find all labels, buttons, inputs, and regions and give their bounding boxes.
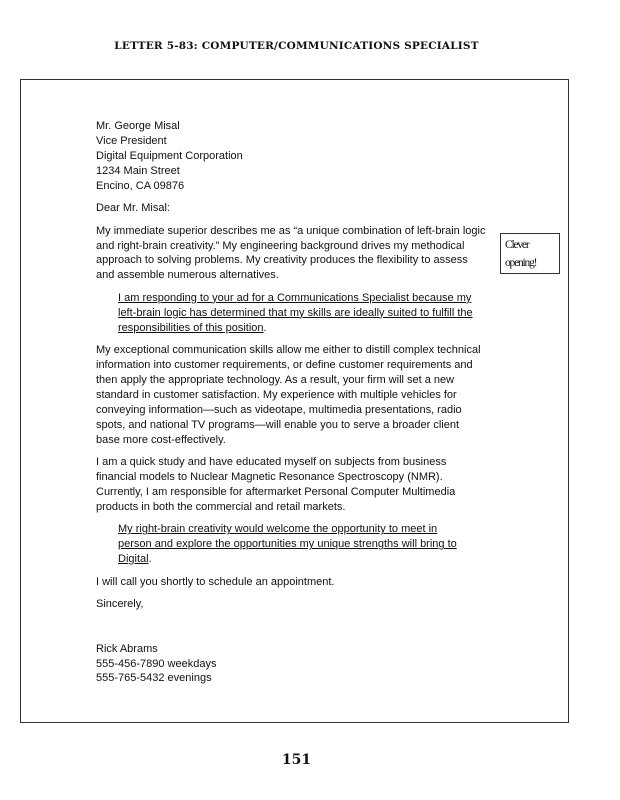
closing-text: Sincerely, xyxy=(96,598,144,611)
signature-block xyxy=(96,642,496,687)
recipient-line: Vice President xyxy=(96,134,167,147)
underlined-line: responsibilities of this position xyxy=(118,321,264,334)
underlined-line: My right-brain creativity would welcome the opportunity to meet in xyxy=(118,523,438,536)
paragraph-line: information into customer requirements, or define customer requirements and xyxy=(96,359,473,372)
recipient-address xyxy=(96,119,496,194)
phone-weekdays: 555-456-7890 weekdays xyxy=(96,657,217,670)
signature-space xyxy=(96,620,496,642)
paragraph-line: Currently, I am responsible for aftermarket Personal Computer Multimedia xyxy=(96,485,456,498)
paragraph-meeting-request xyxy=(96,522,496,567)
margin-note-line: Clever xyxy=(505,239,529,251)
paragraph-line: spots, and national TV programs—will enable you to serve a broader client xyxy=(96,418,459,431)
paragraph-line: I am a quick study and have educated myself on subjects from business xyxy=(96,456,447,469)
page-number: 151 xyxy=(281,752,312,768)
recipient-line: Digital Equipment Corporation xyxy=(96,149,243,162)
margin-note-line: opening! xyxy=(505,257,537,269)
paragraph-ad-response xyxy=(96,291,496,336)
salutation-text: Dear Mr. Misal: xyxy=(96,202,170,215)
paragraph-line: I will call you shortly to schedule an appointment. xyxy=(96,575,335,588)
underlined-line: Digital xyxy=(118,553,149,566)
paragraph-line: standard in customer satisfaction. My experience with multiple vehicles for xyxy=(96,388,457,401)
signer-name: Rick Abrams xyxy=(96,642,158,655)
paragraph-opening xyxy=(96,224,496,284)
period: . xyxy=(148,553,152,566)
margin-note xyxy=(500,233,560,274)
period: . xyxy=(263,321,267,334)
recipient-line: 1234 Main Street xyxy=(96,164,180,177)
recipient-line: Mr. George Misal xyxy=(96,120,180,132)
paragraph-line: financial models to Nuclear Magnetic Resonance Spectroscopy (NMR). xyxy=(96,471,443,483)
paragraph-line: and assemble numerous alternatives. xyxy=(96,269,279,282)
paragraph-line: My exceptional communication skills allow me either to distill complex technical xyxy=(96,344,481,357)
paragraph-follow-up xyxy=(96,575,496,590)
underlined-line: I am responding to your ad for a Communications Specialist because my xyxy=(118,291,472,304)
paragraph-line: conveying information—such as videotape, multimedia presentations, radio xyxy=(96,403,462,416)
closing xyxy=(96,597,496,612)
letter-body xyxy=(96,119,496,694)
paragraph-line: base more cost-effectively. xyxy=(96,433,226,446)
phone-evenings: 555-765-5432 evenings xyxy=(96,672,212,685)
page-header-title: LETTER 5-83: COMPUTER/COMMUNICATIONS SPECIALIST xyxy=(114,40,479,52)
paragraph-communication-skills xyxy=(96,343,496,447)
underlined-line: left-brain logic has determined that my skills are ideally suited to fulfill the xyxy=(118,306,473,319)
paragraph-line: My immediate superior describes me as “a unique combination of left-brain logic xyxy=(96,224,486,237)
recipient-line: Encino, CA 09876 xyxy=(96,179,185,192)
paragraph-quick-study xyxy=(96,455,496,515)
underlined-line: person and explore the opportunities my unique strengths will bring to xyxy=(118,538,457,551)
paragraph-line: then apply the appropriate technology. As a result, your firm will set a new xyxy=(96,373,455,386)
paragraph-line: products in both the commercial and retail markets. xyxy=(96,500,346,513)
salutation xyxy=(96,201,496,216)
paragraph-line: approach to solving problems. My creativity produces the flexibility to assess xyxy=(96,254,468,267)
paragraph-line: and right-brain creativity.” My engineering background drives my methodical xyxy=(96,239,465,252)
